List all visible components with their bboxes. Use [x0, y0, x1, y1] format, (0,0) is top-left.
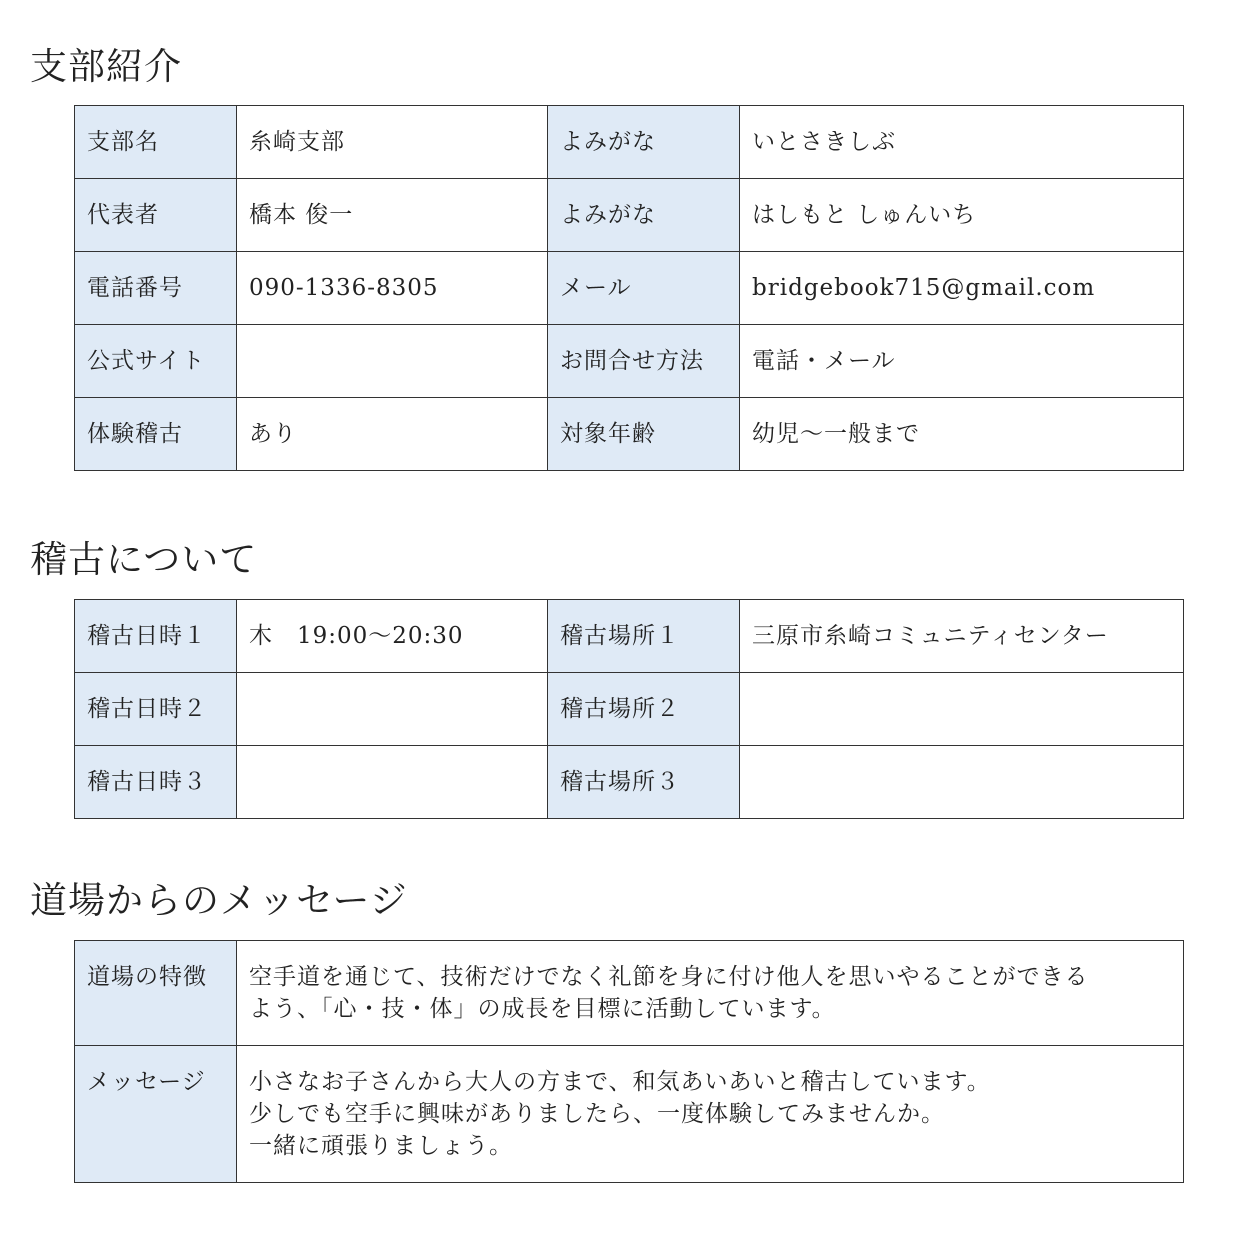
- table-row: [75, 600, 1184, 673]
- branch-reading-label: よみがな: [548, 106, 740, 179]
- representative-value: 橋本 俊一: [237, 179, 548, 252]
- practice-place-1-value: 三原市糸崎コミュニティセンター: [740, 600, 1184, 673]
- practice-place-2-value: [740, 673, 1184, 746]
- email-label: メール: [548, 252, 740, 325]
- phone-value[interactable]: 090-1336-8305: [237, 252, 548, 325]
- table-row: [75, 398, 1184, 471]
- target-age-value: 幼児～一般まで: [740, 398, 1184, 471]
- email-value[interactable]: bridgebook715@gmail.com: [740, 252, 1184, 325]
- practice-time-2-label: 稽古日時２: [75, 673, 237, 746]
- branch-heading: 支部紹介: [30, 45, 182, 88]
- official-site-value: [237, 325, 548, 398]
- table-row: [75, 179, 1184, 252]
- practice-place-3-label: 稽古場所３: [548, 746, 740, 819]
- message-label: メッセージ: [75, 1046, 237, 1183]
- message-table: [74, 940, 1184, 1183]
- practice-time-2-value: [237, 673, 548, 746]
- practice-place-2-label: 稽古場所２: [548, 673, 740, 746]
- branch-name-value: 糸崎支部: [237, 106, 548, 179]
- branch-info-table: [74, 105, 1184, 471]
- message-heading: 道場からのメッセージ: [30, 879, 408, 922]
- contact-method-label: お問合せ方法: [548, 325, 740, 398]
- practice-heading: 稽古について: [30, 538, 258, 581]
- contact-method-value: 電話・メール: [740, 325, 1184, 398]
- practice-info-table: [74, 599, 1184, 819]
- table-row: [75, 941, 1184, 1046]
- table-row: [75, 106, 1184, 179]
- trial-lesson-value: あり: [237, 398, 548, 471]
- table-row: [75, 1046, 1184, 1183]
- practice-time-3-label: 稽古日時３: [75, 746, 237, 819]
- dojo-features-label: 道場の特徴: [75, 941, 237, 1046]
- dojo-features-text: 空手道を通じて、技術だけでなく礼節を身に付け他人を思いやることができる よう、「心・技・体」の成長を目標に活動しています。: [237, 941, 1184, 1046]
- representative-reading-label: よみがな: [548, 179, 740, 252]
- official-site-label: 公式サイト: [75, 325, 237, 398]
- representative-label: 代表者: [75, 179, 237, 252]
- branch-reading-value: いとさきしぶ: [740, 106, 1184, 179]
- trial-lesson-label: 体験稽古: [75, 398, 237, 471]
- phone-label: 電話番号: [75, 252, 237, 325]
- practice-time-1-label: 稽古日時１: [75, 600, 237, 673]
- representative-reading-value: はしもと しゅんいち: [740, 179, 1184, 252]
- practice-time-1-value: 木 19:00～20:30: [237, 600, 548, 673]
- table-row: [75, 673, 1184, 746]
- table-row: [75, 746, 1184, 819]
- practice-place-1-label: 稽古場所１: [548, 600, 740, 673]
- branch-name-label: 支部名: [75, 106, 237, 179]
- table-row: [75, 252, 1184, 325]
- message-text: 小さなお子さんから大人の方まで、和気あいあいと稽古しています。 少しでも空手に興味がありましたら、一度体験してみませんか。 一緒に頑張りましょう。: [237, 1046, 1184, 1183]
- target-age-label: 対象年齢: [548, 398, 740, 471]
- table-row: [75, 325, 1184, 398]
- practice-place-3-value: [740, 746, 1184, 819]
- practice-time-3-value: [237, 746, 548, 819]
